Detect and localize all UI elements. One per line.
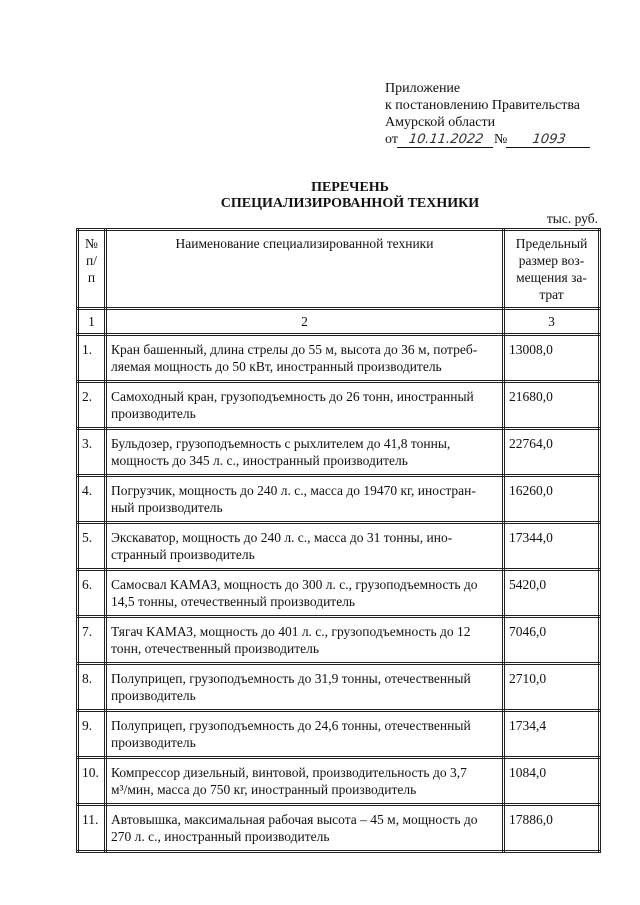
row-limit-value: 1734,4 [504,711,600,758]
date-prefix: от [385,132,398,147]
row-limit-value: 7046,0 [504,617,600,664]
row-name [106,570,504,617]
header-limit-line: Предельный [515,236,588,251]
row-number: 9. [78,711,106,758]
row-limit-value: 17886,0 [504,805,600,852]
row-name-line: Погрузчик, мощность до 240 л. с., масса до 19470 кг, иностран- [111,483,476,498]
table-row [78,382,600,429]
header-limit-line: трат [539,287,564,302]
table-row [78,476,600,523]
row-name-line: производитель [111,688,196,703]
table-row [78,429,600,476]
document-title [150,180,550,212]
row-number: 2. [78,382,106,429]
column-number-row [78,309,600,335]
row-name-line: 270 л. с., иностранный производитель [111,829,330,844]
title-line-1: ПЕРЕЧЕНЬ [311,180,389,195]
row-number: 10. [78,758,106,805]
appendix-title: Приложение [385,81,461,96]
header-limit [504,230,600,309]
number-prefix: № [493,132,508,147]
header-limit-line: размер воз- [518,253,585,268]
row-limit-value: 17344,0 [504,523,600,570]
units-label: тыс. руб. [546,211,598,226]
table-row [78,664,600,711]
header-name: Наименование специализированной техники [106,230,504,309]
row-name [106,758,504,805]
header-limit-line: мещения за- [516,270,587,285]
title-line-2: СПЕЦИАЛИЗИРОВАННОЙ ТЕХНИКИ [220,196,480,211]
row-name [106,476,504,523]
row-name [106,429,504,476]
header-num [78,230,106,309]
row-name-line: Бульдозер, грузоподъемность с рыхлителем до 41,8 тонны, [111,436,451,451]
row-limit-value: 1084,0 [504,758,600,805]
row-name-line: ляемая мощность до 50 кВт, иностранный производитель [111,359,442,374]
row-name-line: мощность до 345 л. с., иностранный производитель [111,453,408,468]
appendix-block [385,80,591,148]
row-name [106,664,504,711]
row-name-line: странный производитель [111,547,255,562]
row-number: 1. [78,335,106,382]
table-row [78,523,600,570]
row-name-line: производитель [111,406,196,421]
table-row [78,758,600,805]
row-number: 6. [78,570,106,617]
row-name-line: производитель [111,735,196,750]
row-name-line: Автовышка, максимальная рабочая высота – 45 м, мощность до [111,812,478,827]
table-row [78,805,600,852]
table-row [78,570,600,617]
table-row [78,711,600,758]
row-name-line: Кран башенный, длина стрелы до 55 м, высота до 36 м, потреб- [111,342,478,357]
row-limit-value: 22764,0 [504,429,600,476]
appendix-region: Амурской области [385,115,496,130]
row-limit-value: 2710,0 [504,664,600,711]
row-name-line: Самосвал КАМАЗ, мощность до 300 л. с., грузоподъемность до [111,577,478,592]
row-name-line: Компрессор дизельный, винтовой, производительность до 3,7 [111,765,467,780]
row-limit-value: 16260,0 [504,476,600,523]
table-header-row [78,230,600,309]
equipment-table [76,228,601,853]
row-name-line: Полуприцеп, грузоподъемность до 24,6 тонны, отечественный [111,718,471,733]
row-name-line: ный производитель [111,500,223,515]
row-limit-value: 13008,0 [504,335,600,382]
appendix-date-line [385,131,591,148]
row-number: 5. [78,523,106,570]
table-row [78,617,600,664]
column-number: 2 [106,309,504,335]
handwritten-number: 1093 [506,132,592,148]
handwritten-date: 10.11.2022 [397,132,495,148]
table-row [78,335,600,382]
appendix-resolution: к постановлению Правительства [385,98,581,113]
row-name [106,335,504,382]
row-name [106,523,504,570]
header-num-line: п/п [86,253,97,285]
row-limit-value: 21680,0 [504,382,600,429]
row-number: 4. [78,476,106,523]
row-name-line: Самоходный кран, грузоподъемность до 26 тонн, иностранный [111,389,474,404]
row-name [106,711,504,758]
row-limit-value: 5420,0 [504,570,600,617]
row-number: 11. [78,805,106,852]
column-number: 3 [504,309,600,335]
row-name-line: Экскаватор, мощность до 240 л. с., масса до 31 тонны, ино- [111,530,453,545]
row-name-line: Полуприцеп, грузоподъемность до 31,9 тонны, отечественный [111,671,471,686]
row-name [106,617,504,664]
row-name [106,382,504,429]
row-name-line: м³/мин, масса до 750 кг, иностранный производитель [111,782,417,797]
row-number: 7. [78,617,106,664]
column-number: 1 [78,309,106,335]
header-num-line: № [85,236,98,251]
row-number: 3. [78,429,106,476]
row-name-line: Тягач КАМАЗ, мощность до 401 л. с., грузоподъемность до 12 [111,624,471,639]
row-name-line: тонн, отечественный производитель [111,641,320,656]
row-number: 8. [78,664,106,711]
row-name [106,805,504,852]
row-name-line: 14,5 тонны, отечественный производитель [111,594,356,609]
